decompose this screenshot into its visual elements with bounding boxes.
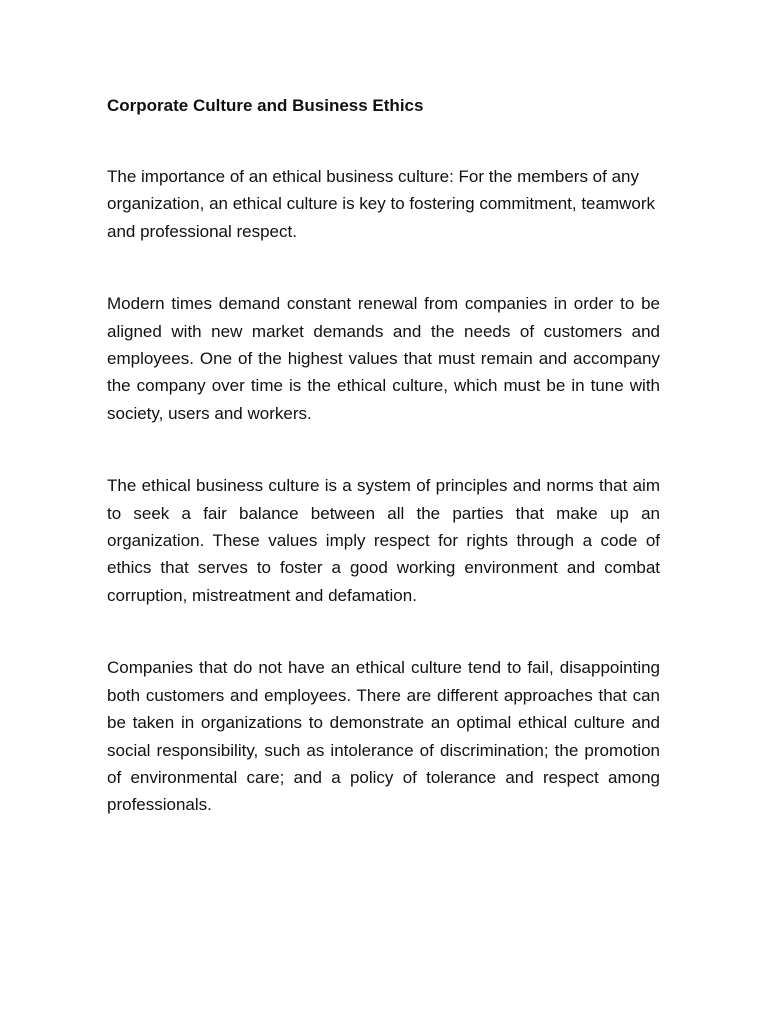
paragraph-ethical-culture-importance: The importance of an ethical business culture: For the members of any organization, an ethical culture is key to fostering commitment, teamwork and professional respect.	[107, 167, 656, 241]
document-title: Corporate Culture and Business Ethics	[107, 96, 424, 115]
document-page	[107, 92, 660, 864]
paragraph-modern-times: Modern times demand constant renewal from companies in order to be aligned with new market demands and the needs of customers and employees. One of the highest values that must remain and accompany the company over time is the ethical culture, which must be in tune with society, users and workers.	[107, 294, 660, 423]
paragraph-ethical-business-culture-definition: The ethical business culture is a system of principles and norms that aim to seek a fair balance between all the parties that make up an organization. These values imply respect for rights through a code of ethics that serves to foster a good working environment and combat corruption, mistreatment and defamation.	[107, 476, 660, 605]
paragraph-companies-without-ethics: Companies that do not have an ethical culture tend to fail, disappointing both customers and employees. There are different approaches that can be taken in organizations to demonstrate an optimal ethical culture and social responsibility, such as intolerance of discrimination; the promotion of environmental care; and a policy of tolerance and respect among professionals.	[107, 658, 660, 815]
